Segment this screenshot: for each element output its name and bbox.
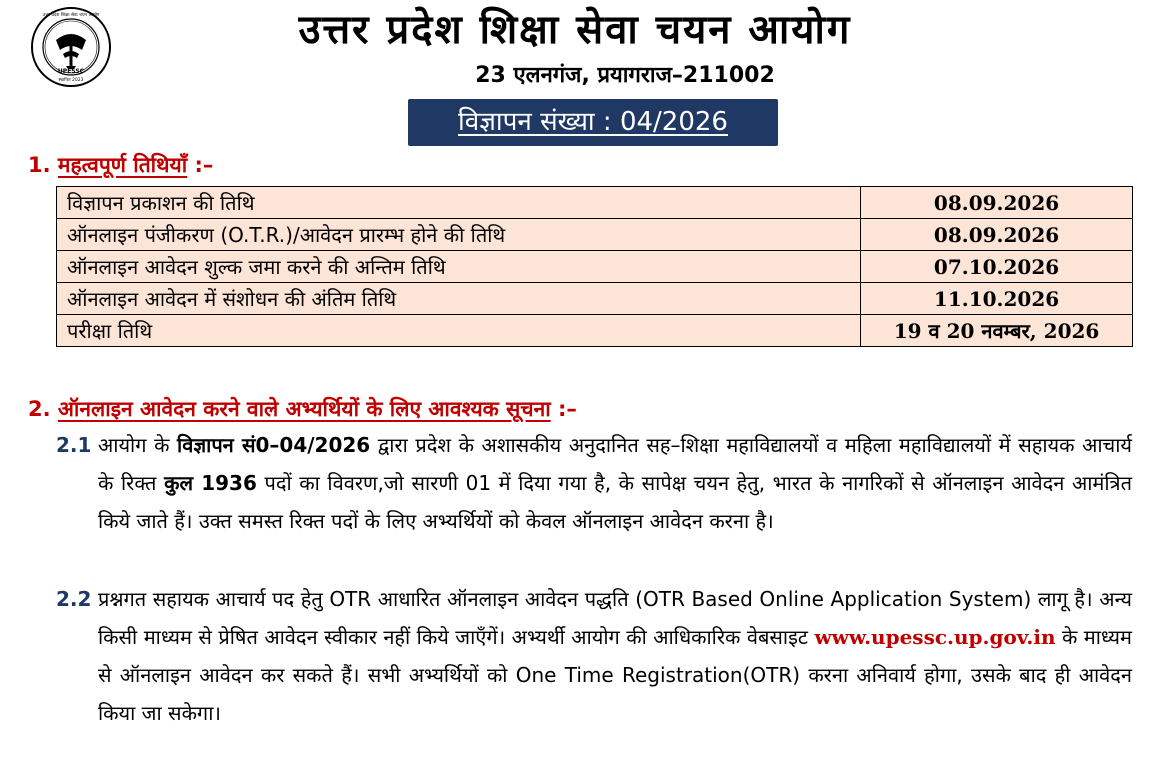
paragraph-text: पदों का विवरण,जो सारणी 01 में दिया गया है, के सापेक्ष चयन हेतु, भारत के नागरिकों से ऑनलाइन आवेदन आमंत्रित किये जाते हैं। उक्त समस्त रिक्त पदों के लिए अभ्यर्थियों को केवल ऑनलाइन आवेदन करना है। (98, 471, 1132, 533)
section-2-heading (28, 394, 577, 424)
svg-text:स्थापित 2023: स्थापित 2023 (58, 78, 84, 83)
paragraph-text: आयोग के (98, 433, 178, 457)
paragraph-number-2-2: 2.2 (56, 587, 92, 611)
advertisement-number-banner (408, 99, 778, 146)
date-value: 11.10.2026 (861, 283, 1133, 315)
website-link[interactable]: www.upessc.up.gov.in (814, 625, 1056, 649)
date-value: 19 व 20 नवम्बर, 2026 (861, 315, 1133, 347)
date-label: ऑनलाइन पंजीकरण (O.T.R.)/आवेदन प्रारम्भ होने की तिथि (57, 219, 861, 251)
paragraph-text: द्वारा प्रदेश के अशासकीय अनुदानित सह–शिक्षा महाविद्यालयों व महिला महाविद्यालयों में सहायक आचार्य के रिक्त (98, 433, 1132, 495)
table-row (57, 251, 1133, 283)
section-1-heading (28, 150, 213, 180)
advertisement-number-label: विज्ञापन संख्या : 04/2026 (458, 107, 728, 137)
page-title: उत्तर प्रदेश शिक्षा सेवा चयन आयोग (298, 7, 852, 53)
svg-text:UPESSC: UPESSC (57, 68, 85, 75)
section-2-title: ऑनलाइन आवेदन करने वाले अभ्यर्थियों के लिए आवश्यक सूचना (57, 397, 551, 421)
section-1-suffix: :– (187, 153, 214, 177)
section-2-suffix: :– (550, 397, 577, 421)
date-value: 07.10.2026 (861, 251, 1133, 283)
paragraph-2-2 (98, 580, 1132, 732)
section-2-number: 2. (28, 397, 51, 421)
section-1-number: 1. (28, 153, 51, 177)
date-value: 08.09.2026 (861, 187, 1133, 219)
advertisement-reference: विज्ञापन सं0–04/2026 (177, 433, 371, 457)
date-value: 08.09.2026 (861, 219, 1133, 251)
table-row (57, 187, 1133, 219)
date-label: परीक्षा तिथि (57, 315, 861, 347)
table-row (57, 219, 1133, 251)
paragraph-text: के माध्यम से ऑनलाइन आवेदन कर सकते हैं। सभी अभ्यर्थियों को One Time Registration(OTR) करना अनिवार्य होगा, उसके बाद ही आवेदन किया जा सकेगा। (98, 625, 1132, 725)
table-row (57, 315, 1133, 347)
important-dates-table (56, 186, 1133, 347)
paragraph-2-1 (98, 426, 1132, 540)
address: 23 एलनगंज, प्रयागराज–211002 (475, 63, 775, 88)
total-posts: कुल 1936 (164, 471, 257, 495)
svg-text:उत्तर प्रदेश शिक्षा सेवा चयन आ: उत्तर प्रदेश शिक्षा सेवा चयन आयोग (42, 13, 100, 18)
paragraph-text: प्रश्नगत सहायक आचार्य पद हेतु OTR आधारित ऑनलाइन आवेदन पद्धति (OTR Based Online Application System) लागू है। अन्य किसी माध्यम से प्रेषित आवेदन स्वीकार नहीं किये जाएँगें। अभ्यर्थी आयोग की आधिकारिक वेबसाइट (98, 587, 1132, 649)
paragraph-number-2-1: 2.1 (56, 433, 92, 457)
date-label: विज्ञापन प्रकाशन की तिथि (57, 187, 861, 219)
date-label: ऑनलाइन आवेदन में संशोधन की अंतिम तिथि (57, 283, 861, 315)
date-label: ऑनलाइन आवेदन शुल्क जमा करने की अन्तिम तिथि (57, 251, 861, 283)
section-1-title: महत्वपूर्ण तिथियाँ (57, 153, 188, 177)
upessc-seal-logo (30, 6, 112, 88)
table-row (57, 283, 1133, 315)
